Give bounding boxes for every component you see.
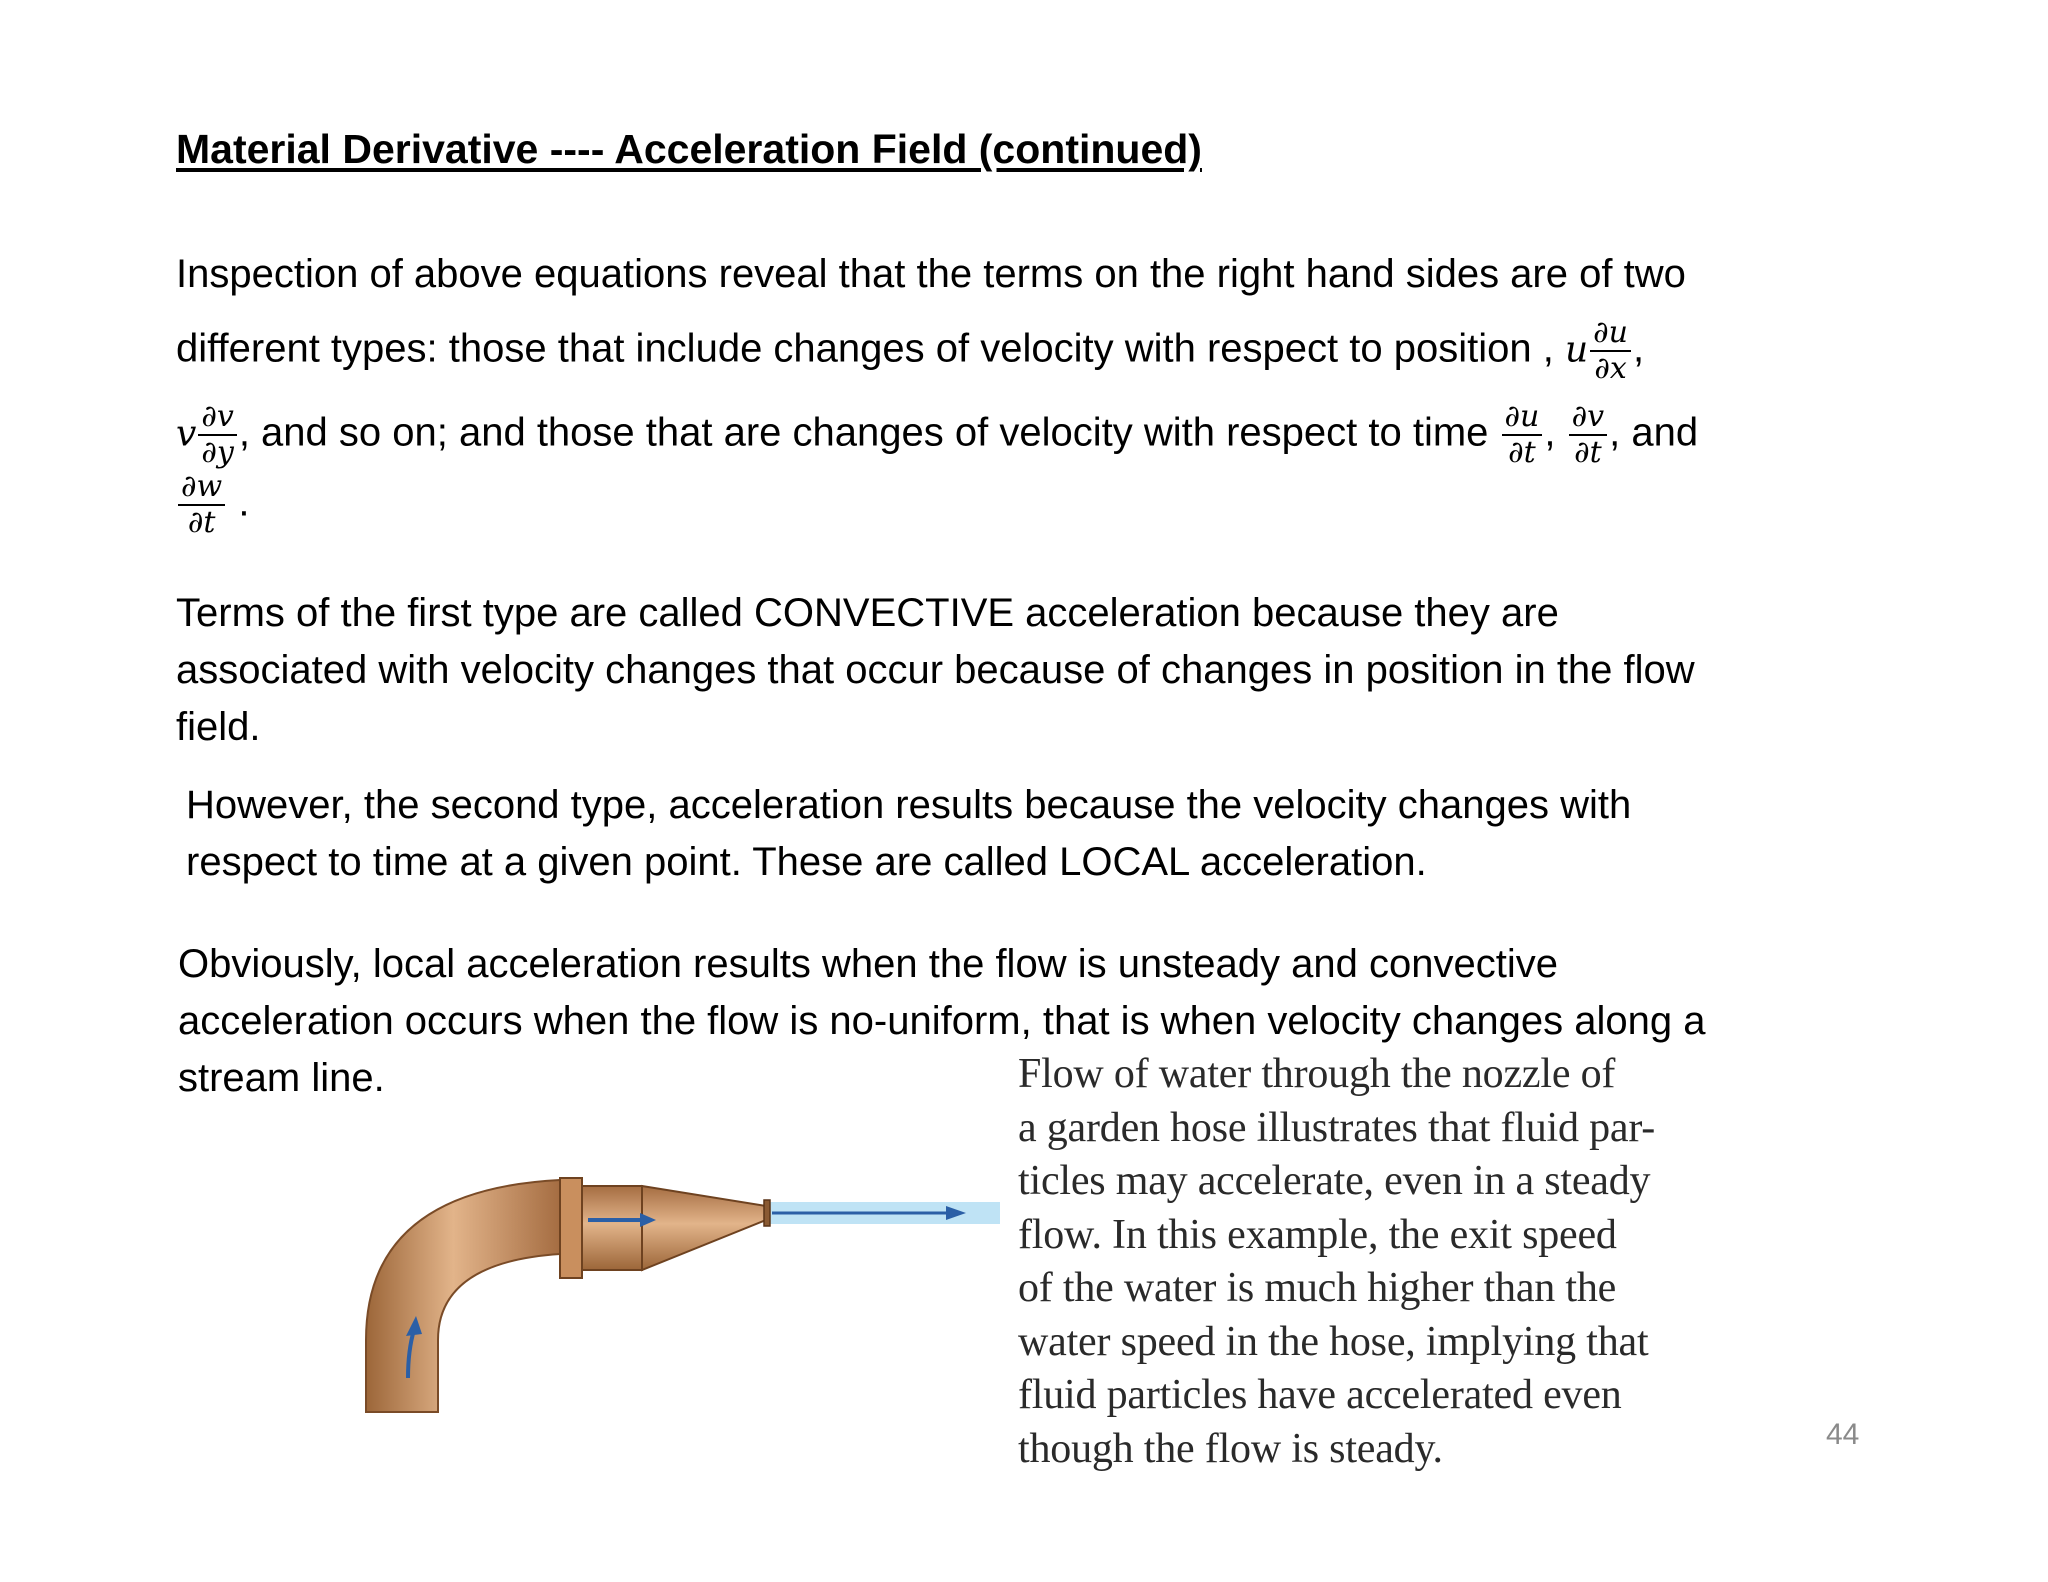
caption-line: water speed in the hose, implying that xyxy=(1018,1318,1649,1365)
period: . xyxy=(238,480,250,525)
nozzle-tip xyxy=(764,1200,770,1226)
nozzle-body xyxy=(582,1186,642,1270)
fraction-dv-dt xyxy=(1569,400,1607,470)
frac-dy: ∂y xyxy=(201,435,234,470)
para1-line3-text: , and so on; and those that are changes of velocity with respect to time xyxy=(238,410,1489,455)
slide-title: Material Derivative ---- Acceleration Field (continued) xyxy=(176,126,1202,172)
para2-line2: associated with velocity changes that occur because of changes in position in the flow xyxy=(176,648,1695,692)
hose-nozzle-illustration xyxy=(350,1140,1000,1430)
comma: , xyxy=(1633,326,1645,371)
para4-line1: Obviously, local acceleration results when the flow is unsteady and convective xyxy=(178,942,1558,986)
caption-line: though the flow is steady. xyxy=(1018,1425,1443,1472)
para2-line3: field. xyxy=(176,705,261,749)
word-and: and xyxy=(1631,410,1699,455)
para1-line2 xyxy=(176,316,1644,386)
frac-dt-2: ∂t xyxy=(1574,435,1602,470)
para3-line2: respect to time at a given point. These are called LOCAL acceleration. xyxy=(186,840,1427,884)
caption-line: Flow of water through the nozzle of xyxy=(1018,1051,1616,1097)
para1-line2-text: different types: those that include changes of velocity with respect to position , xyxy=(176,326,1554,371)
frac-dt: ∂t xyxy=(1508,435,1536,470)
figure-caption xyxy=(1018,1048,1655,1476)
hose-bend xyxy=(366,1180,560,1412)
para1-line4 xyxy=(176,470,249,540)
fraction-du-dt xyxy=(1502,400,1543,470)
frac-du-2: ∂u xyxy=(1502,400,1543,436)
frac-dv: ∂v xyxy=(198,400,236,436)
frac-dx: ∂x xyxy=(1594,351,1627,386)
nozzle-cone xyxy=(642,1186,766,1270)
math-v: v xyxy=(176,413,197,455)
fraction-du-dx xyxy=(1590,316,1631,386)
caption-line: fluid particles have accelerated even xyxy=(1018,1372,1622,1418)
para1-line3 xyxy=(176,400,1698,470)
frac-du: ∂u xyxy=(1590,316,1631,352)
para4-line3: stream line. xyxy=(178,1056,385,1100)
para1-line1: Inspection of above equations reveal that the terms on the right hand sides are of two xyxy=(176,252,1686,296)
caption-line: of the water is much higher than the xyxy=(1018,1265,1617,1311)
para4-line2: acceleration occurs when the flow is no-uniform, that is when velocity changes along a xyxy=(178,999,1706,1043)
frac-dw: ∂w xyxy=(178,470,225,506)
page-number: 44 xyxy=(1826,1418,1860,1451)
frac-dt-3: ∂t xyxy=(187,505,216,540)
para3-line1: However, the second type, acceleration results because the velocity changes with xyxy=(186,783,1632,827)
math-u: u xyxy=(1564,329,1589,371)
caption-line: ticles may accelerate, even in a steady xyxy=(1018,1158,1651,1204)
hose-coupling xyxy=(560,1178,582,1278)
comma-2: , xyxy=(1544,410,1556,455)
caption-line: a garden hose illustrates that fluid par- xyxy=(1018,1104,1656,1151)
frac-dv-2: ∂v xyxy=(1569,400,1607,436)
comma-3: , xyxy=(1609,410,1621,455)
para2-line1: Terms of the first type are called CONVECTIVE acceleration because they are xyxy=(176,591,1559,635)
fraction-dw-dt xyxy=(178,470,225,540)
fraction-dv-dy xyxy=(198,400,236,470)
caption-line: flow. In this example, the exit speed xyxy=(1018,1211,1617,1258)
